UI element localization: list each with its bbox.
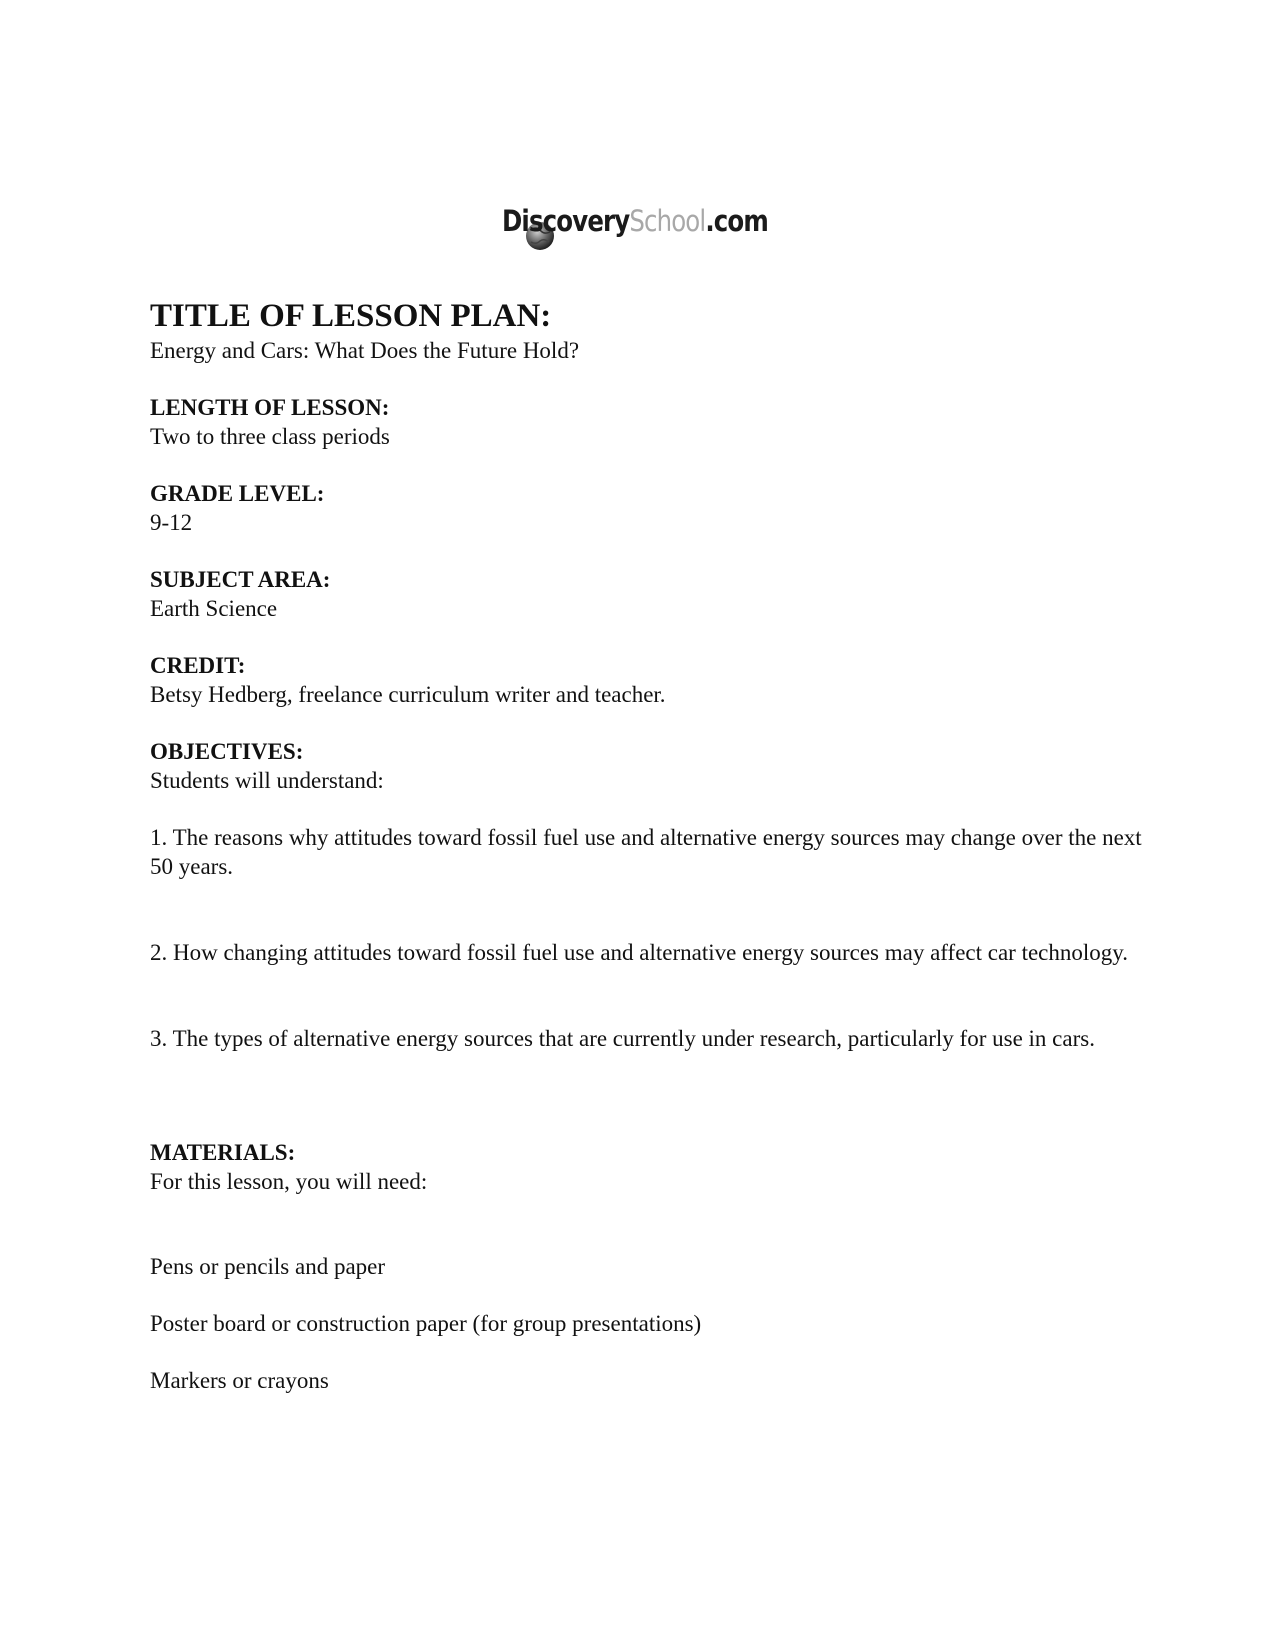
material-item: Markers or crayons (150, 1368, 329, 1393)
materials-intro: For this lesson, you will need: (150, 1169, 428, 1194)
length-heading: LENGTH OF LESSON: (150, 395, 390, 420)
discoveryschool-logo (500, 198, 780, 262)
lesson-plan-document (150, 296, 1150, 1395)
subject-value: Earth Science (150, 596, 278, 621)
title-heading: TITLE OF LESSON PLAN: (150, 298, 552, 334)
title-value: Energy and Cars: What Does the Future Hold? (150, 338, 580, 363)
objective-item: 3. The types of alternative energy sources that are currently under research, particularly for use in cars. (150, 1026, 1095, 1051)
objective-item: 2. How changing attitudes toward fossil fuel use and alternative energy sources may affect car technology. (150, 940, 1129, 965)
objectives-heading: OBJECTIVES: (150, 739, 304, 764)
grade-value: 9-12 (150, 510, 193, 535)
svg-text:DiscoverySchool.com: DiscoverySchool.com (502, 204, 780, 238)
grade-heading: GRADE LEVEL: (150, 481, 325, 506)
objectives-intro: Students will understand: (150, 768, 384, 793)
objective-item: 1. The reasons why attitudes toward fossil fuel use and alternative energy sources may change over the next 50 years. (150, 825, 1142, 879)
credit-heading: CREDIT: (150, 653, 246, 678)
credit-value: Betsy Hedberg, freelance curriculum writer and teacher. (150, 682, 666, 707)
material-item: Poster board or construction paper (for group presentations) (150, 1311, 702, 1336)
materials-heading: MATERIALS: (150, 1140, 296, 1165)
material-item: Pens or pencils and paper (150, 1254, 386, 1279)
subject-heading: SUBJECT AREA: (150, 567, 331, 592)
length-value: Two to three class periods (150, 424, 390, 449)
